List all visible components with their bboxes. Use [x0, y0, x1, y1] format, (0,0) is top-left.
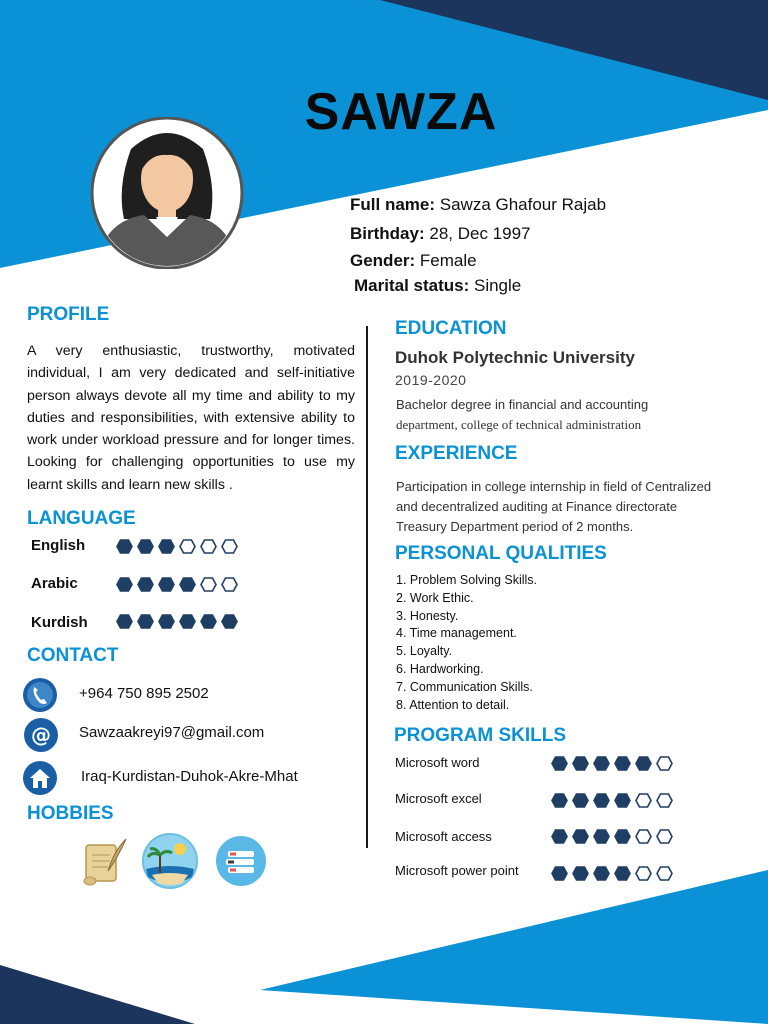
skill-label: Microsoft power point [395, 863, 519, 878]
profile-text: A very enthusiastic, trustworthy, motivated individual, I am very dedicated and self-initiative person always devote all my time and ability to my duties and responsibilities, with extensive ability to work under workload pressure and for longer times. Looking for challenging opportunities to use my learnt skills and learn new skills . [27, 343, 355, 493]
beach-icon [142, 833, 198, 889]
skill-rating [551, 829, 673, 844]
list-item: 5. Loyalty. [396, 644, 453, 659]
rating-dot-filled [551, 756, 568, 771]
list-item: 7. Communication Skills. [396, 679, 533, 694]
phone-icon [22, 677, 58, 713]
experience-heading: EXPERIENCE [395, 443, 518, 464]
rating-dot-empty [656, 866, 673, 881]
language-label: Arabic [31, 575, 78, 592]
university-name: Duhok Polytechnic University [395, 348, 635, 367]
personal-qualities-heading: PERSONAL QUALITIES [395, 543, 607, 564]
skill-label: Microsoft access [395, 829, 492, 844]
rating-dot-filled [137, 577, 154, 592]
books-icon [215, 835, 267, 887]
language-rating [116, 539, 238, 554]
language-heading: LANGUAGE [27, 508, 136, 529]
rating-dot-filled [572, 829, 589, 844]
birthday-row: Birthday: 28, Dec 1997 [350, 224, 531, 243]
experience-line: and decentralized auditing at Finance directorate [396, 499, 678, 514]
email-text: Sawzaakreyi97@gmail.com [79, 724, 265, 741]
rating-dot-filled [551, 866, 568, 881]
scroll-quill-icon [78, 835, 130, 887]
education-years: 2019-2020 [395, 372, 467, 388]
rating-dot-empty [635, 829, 652, 844]
rating-dot-filled [551, 793, 568, 808]
column-divider [366, 326, 368, 848]
rating-dot-filled [116, 577, 133, 592]
rating-dot-filled [572, 866, 589, 881]
rating-dot-empty [200, 577, 217, 592]
rating-dot-empty [200, 539, 217, 554]
gender-row: Gender: Female [350, 251, 477, 270]
experience-line: Treasury Department period of 2 months. [396, 519, 634, 534]
rating-dot-filled [158, 614, 175, 629]
rating-dot-filled [593, 866, 610, 881]
contact-heading: CONTACT [27, 645, 119, 666]
language-rating [116, 614, 238, 629]
rating-dot-filled [551, 829, 568, 844]
rating-dot-filled [221, 614, 238, 629]
list-item: 8. Attention to detail. [396, 697, 510, 712]
rating-dot-empty [635, 793, 652, 808]
skill-label: Microsoft excel [395, 791, 482, 806]
rating-dot-empty [221, 539, 238, 554]
rating-dot-filled [116, 539, 133, 554]
avatar [86, 117, 248, 269]
rating-dot-filled [593, 756, 610, 771]
svg-text:@: @ [31, 723, 51, 747]
rating-dot-filled [593, 793, 610, 808]
rating-dot-filled [179, 577, 196, 592]
program-skills-heading: PROGRAM SKILLS [394, 725, 567, 746]
rating-dot-empty [656, 829, 673, 844]
rating-dot-empty [635, 866, 652, 881]
rating-dot-empty [179, 539, 196, 554]
rating-dot-filled [614, 756, 631, 771]
degree-line: Bachelor degree in financial and accounting [396, 397, 649, 412]
rating-dot-filled [137, 614, 154, 629]
language-label: Kurdish [31, 614, 88, 631]
qualities-list [396, 572, 537, 714]
skill-rating [551, 866, 673, 881]
rating-dot-empty [221, 577, 238, 592]
rating-dot-filled [614, 829, 631, 844]
email-icon [23, 717, 59, 753]
experience-line: Participation in college internship in field of Centralized [396, 479, 712, 494]
address-text: Iraq-Kurdistan-Duhok-Akre-Mhat [81, 768, 298, 785]
rating-dot-filled [158, 539, 175, 554]
rating-dot-filled [179, 614, 196, 629]
rating-dot-filled [593, 829, 610, 844]
marital-row: Marital status: Single [354, 276, 522, 295]
list-item: 2. Work Ethic. [396, 590, 474, 605]
phone-text: +964 750 895 2502 [79, 685, 209, 702]
list-item: 4. Time management. [396, 626, 517, 641]
language-rating [116, 577, 238, 592]
language-label: English [31, 537, 86, 554]
hobbies-heading: HOBBIES [27, 803, 114, 824]
rating-dot-empty [656, 756, 673, 771]
rating-dot-empty [656, 793, 673, 808]
resume-name: SAWZA [304, 83, 498, 141]
list-item: 6. Hardworking. [396, 661, 484, 676]
rating-dot-filled [614, 866, 631, 881]
skill-rating [551, 756, 673, 771]
skill-label: Microsoft word [395, 755, 480, 770]
rating-dot-filled [614, 793, 631, 808]
rating-dot-filled [116, 614, 133, 629]
rating-dot-filled [158, 577, 175, 592]
rating-dot-filled [572, 756, 589, 771]
education-heading: EDUCATION [395, 318, 507, 339]
full-name-row: Full name: Sawza Ghafour Rajab [350, 195, 607, 214]
rating-dot-filled [635, 756, 652, 771]
list-item: 1. Problem Solving Skills. [396, 573, 538, 587]
rating-dot-filled [200, 614, 217, 629]
list-item: 3. Honesty. [396, 608, 459, 623]
rating-dot-filled [137, 539, 154, 554]
skill-rating [551, 793, 673, 808]
home-icon [22, 760, 58, 796]
rating-dot-filled [572, 793, 589, 808]
profile-heading: PROFILE [27, 304, 110, 325]
degree-line: department, college of technical administration [396, 417, 642, 432]
